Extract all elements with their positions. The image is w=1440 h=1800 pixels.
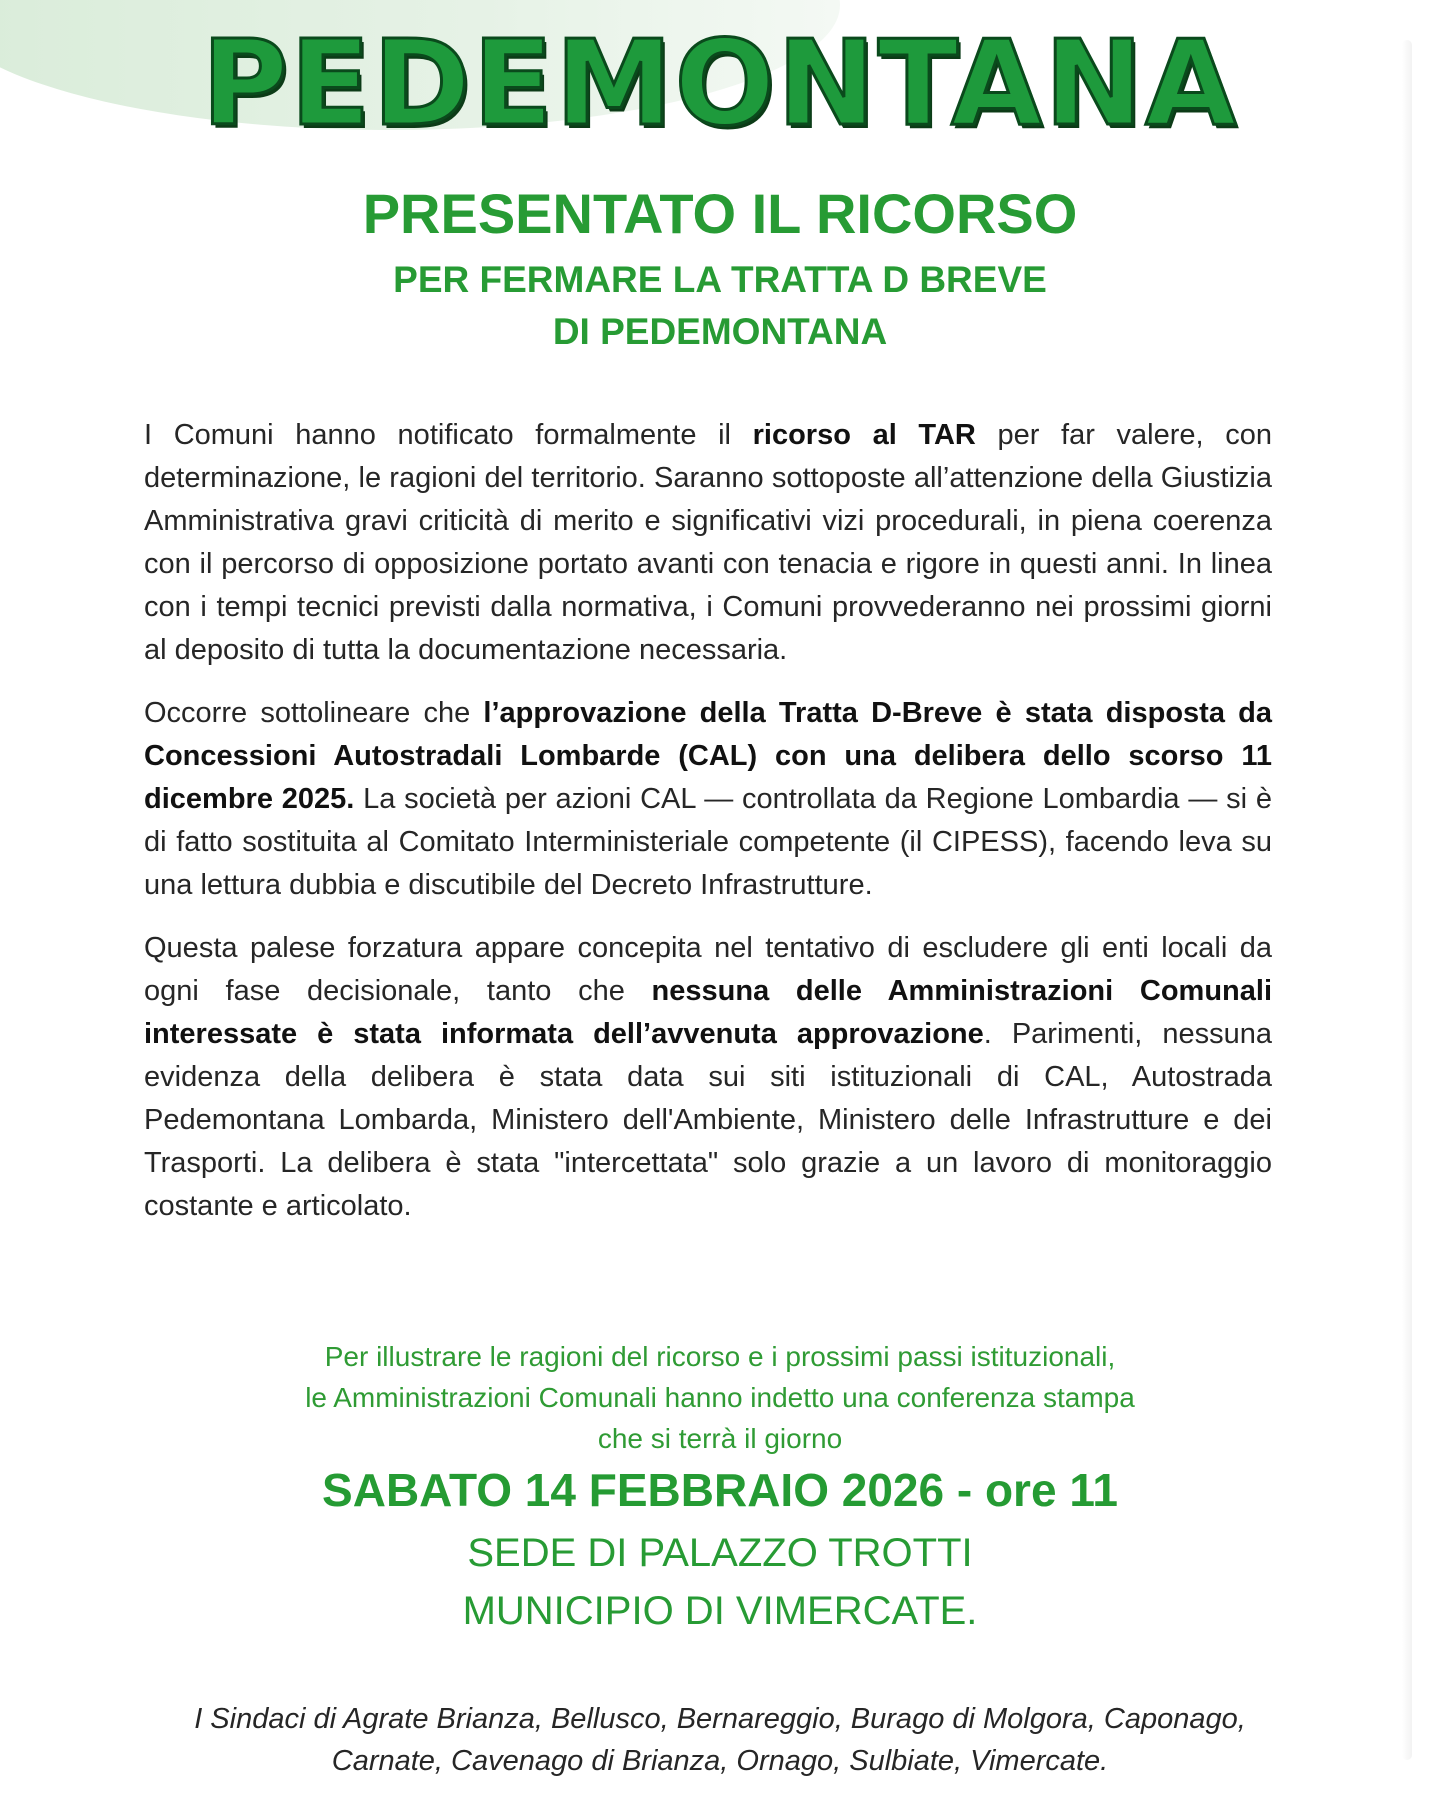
paragraph-3: [144, 927, 1272, 1228]
paragraph-2: [144, 692, 1272, 907]
signatories: [0, 1698, 1440, 1782]
event-venue: [0, 1524, 1440, 1640]
press-conference-invitation: [0, 1336, 1440, 1459]
invitation-line-1: Per illustrare le ragioni del ricorso e i prossimi passi istituzionali,: [324, 1341, 1116, 1372]
paragraph-3-text-a: Questa palese forzatura appare concepita nel tentativo di escludere gli enti locali da ogni fase decisionale, tanto che: [144, 932, 1272, 1007]
invitation-line-3: che si terrà il giorno: [597, 1423, 843, 1454]
paragraph-2-bold: l’approvazione della Tratta D-Breve è stata disposta da Concessioni Autostradali Lombarde (CAL) con una delibera dello scorso 11 dicembre 2025.: [144, 697, 1272, 815]
subheadline-line-2: DI PEDEMONTANA: [552, 311, 888, 352]
invitation-line-2: le Amministrazioni Comunali hanno indetto una conferenza stampa: [305, 1382, 1135, 1413]
headline: PRESENTATO IL RICORSO: [362, 182, 1078, 245]
signatories-line-2: Carnate, Cavenago di Brianza, Ornago, Sulbiate, Vimercate.: [331, 1745, 1109, 1777]
subheadline-line-1: PER FERMARE LA TRATTA D BREVE: [393, 259, 1047, 300]
paragraph-1-text-b: per far valere, con determinazione, le ragioni del territorio. Saranno sottoposte all’attenzione della Giustizia Amministrativa gravi criticità di merito e significativi vizi procedurali, in piena coerenza con il percorso di opposizione portato avanti con tenacia e rigore in questi anni. In linea con i tempi tecnici previsti dalla normativa, i Comuni provvederanno nei prossimi giorni al deposito di tutta la documentazione necessaria.: [144, 419, 1272, 666]
signatories-line-1: I Sindaci di Agrate Brianza, Bellusco, Bernareggio, Burago di Molgora, Caponago,: [194, 1703, 1246, 1735]
body-text: [144, 414, 1272, 1248]
paragraph-3-text-b: . Parimenti, nessuna evidenza della delibera è stata data sui siti istituzionali di CAL, Autostrada Pedemontana Lombarda, Ministero dell'Ambiente, Ministero delle Infrastrutture e dei Trasporti. La delibera è stata "intercettata" solo grazie a un lavoro di monitoraggio costante e articolato.: [144, 1018, 1273, 1222]
paragraph-1-text-a: I Comuni hanno notificato formalmente il: [144, 419, 753, 451]
page-title: PEDEMONTANA: [201, 14, 1239, 152]
paragraph-1-bold: ricorso al TAR: [752, 419, 976, 451]
paragraph-2-text-a: Occorre sottolineare che: [144, 697, 484, 729]
subheadline: [0, 254, 1440, 358]
event-date: SABATO 14 FEBBRAIO 2026 - ore 11: [322, 1464, 1118, 1516]
venue-line-2: MUNICIPIO DI VIMERCATE.: [462, 1589, 978, 1633]
paragraph-3-bold: nessuna delle Amministrazioni Comunali interessate è stata informata dell’avvenuta approvazione: [144, 975, 1272, 1050]
paragraph-2-text-b: La società per azioni CAL — controllata da Regione Lombardia — si è di fatto sostituita al Comitato Interministeriale competente (il CIPESS), facendo leva su una lettura dubbia e discutibile del Decreto Infrastrutture.: [144, 783, 1272, 901]
paragraph-1: [144, 414, 1272, 672]
venue-line-1: SEDE DI PALAZZO TROTTI: [467, 1531, 973, 1575]
